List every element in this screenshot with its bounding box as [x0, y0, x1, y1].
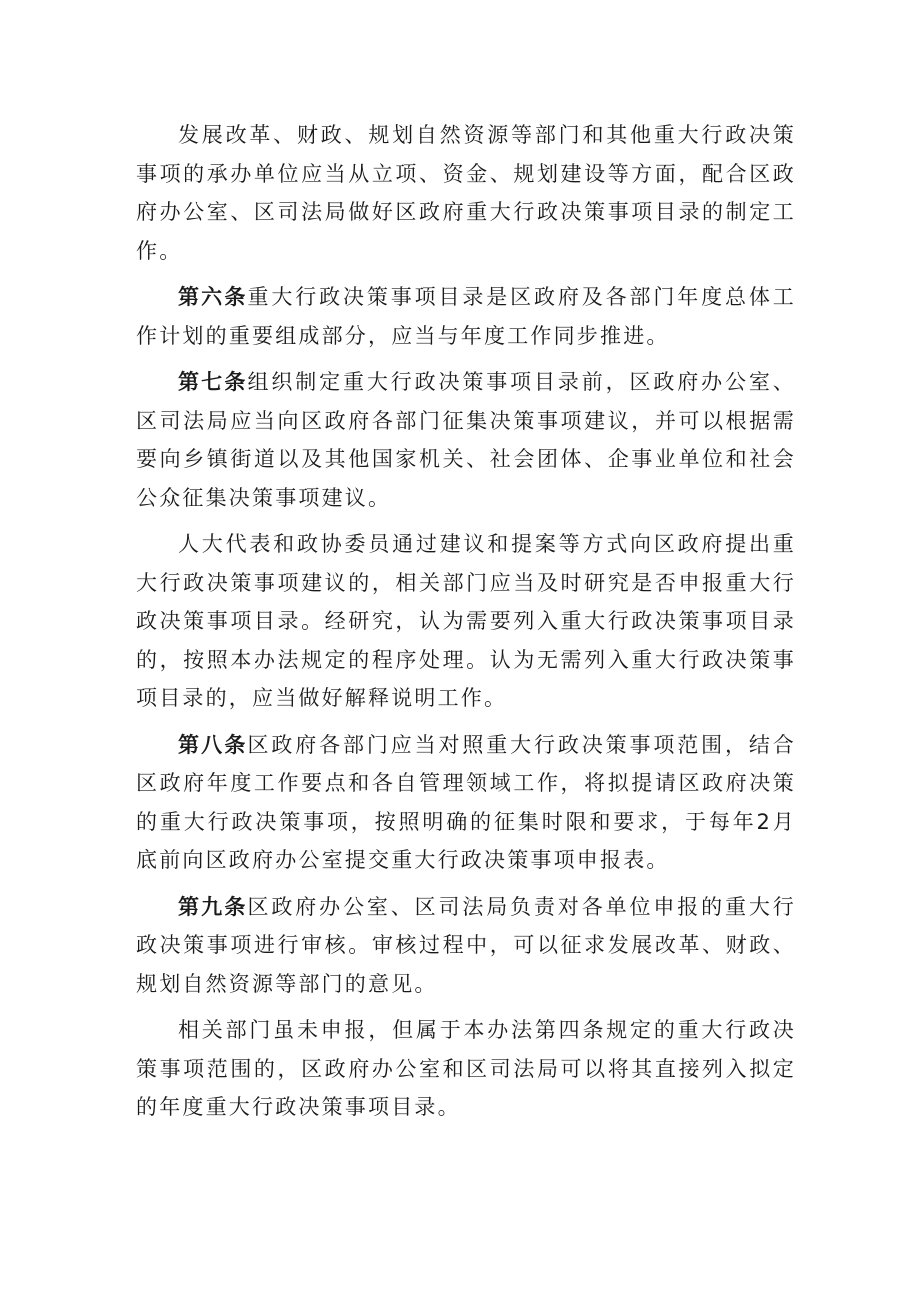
paragraph-text: 组织制定重大行政决策事项目录前，区政府办公室、区司法局应当向区政府各部门征集决策事项建议，并可以根据需要向乡镇街道以及其他国家机关、社会团体、企事业单位和社会公众征集决策事项建议。 [136, 370, 796, 510]
article-title: 第七条 [178, 370, 248, 394]
paragraph-text: 人大代表和政协委员通过建议和提案等方式向区政府提出重大行政决策事项建议的，相关部门应当及时研究是否申报重大行政决策事项目录。经研究，认为需要列入重大行政决策事项目录的，按照本办法规定的程序处理。认为无需列入重大行政决策事项目录的，应当做好解释说明工作。 [136, 532, 796, 710]
article-9 [136, 888, 796, 1004]
article-title: 第八条 [178, 732, 248, 757]
article-8 [136, 726, 796, 880]
paragraph-1 [136, 116, 796, 270]
article-title: 第九条 [178, 894, 248, 919]
paragraph-text: 发展改革、财政、规划自然资源等部门和其他重大行政决策事项的承办单位应当从立项、资金、规划建设等方面，配合区政府办公室、区司法局做好区政府重大行政决策事项目录的制定工作。 [136, 123, 796, 263]
paragraph-7 [136, 1011, 796, 1127]
paragraph-text: 区政府各部门应当对照重大行政决策事项范围，结合区政府年度工作要点和各自管理领域工作，将拟提请区政府决策的重大行政决策事项，按照明确的征集时限和要求，于每年2月底前向区政府办公室提交重大行政决策事项申报表。 [136, 732, 796, 872]
paragraph-text: 区政府办公室、区司法局负责对各单位申报的重大行政决策事项进行审核。审核过程中，可以征求发展改革、财政、规划自然资源等部门的意见。 [136, 894, 796, 996]
article-7 [136, 363, 796, 517]
paragraph-4 [136, 525, 796, 718]
document-body [136, 116, 796, 1135]
paragraph-text: 重大行政决策事项目录是区政府及各部门年度总体工作计划的重要组成部分，应当与年度工作同步推进。 [136, 285, 796, 348]
article-6 [136, 278, 796, 355]
paragraph-text: 相关部门虽未申报，但属于本办法第四条规定的重大行政决策事项范围的，区政府办公室和区司法局可以将其直接列入拟定的年度重大行政决策事项目录。 [136, 1018, 796, 1119]
article-title: 第六条 [178, 285, 248, 309]
